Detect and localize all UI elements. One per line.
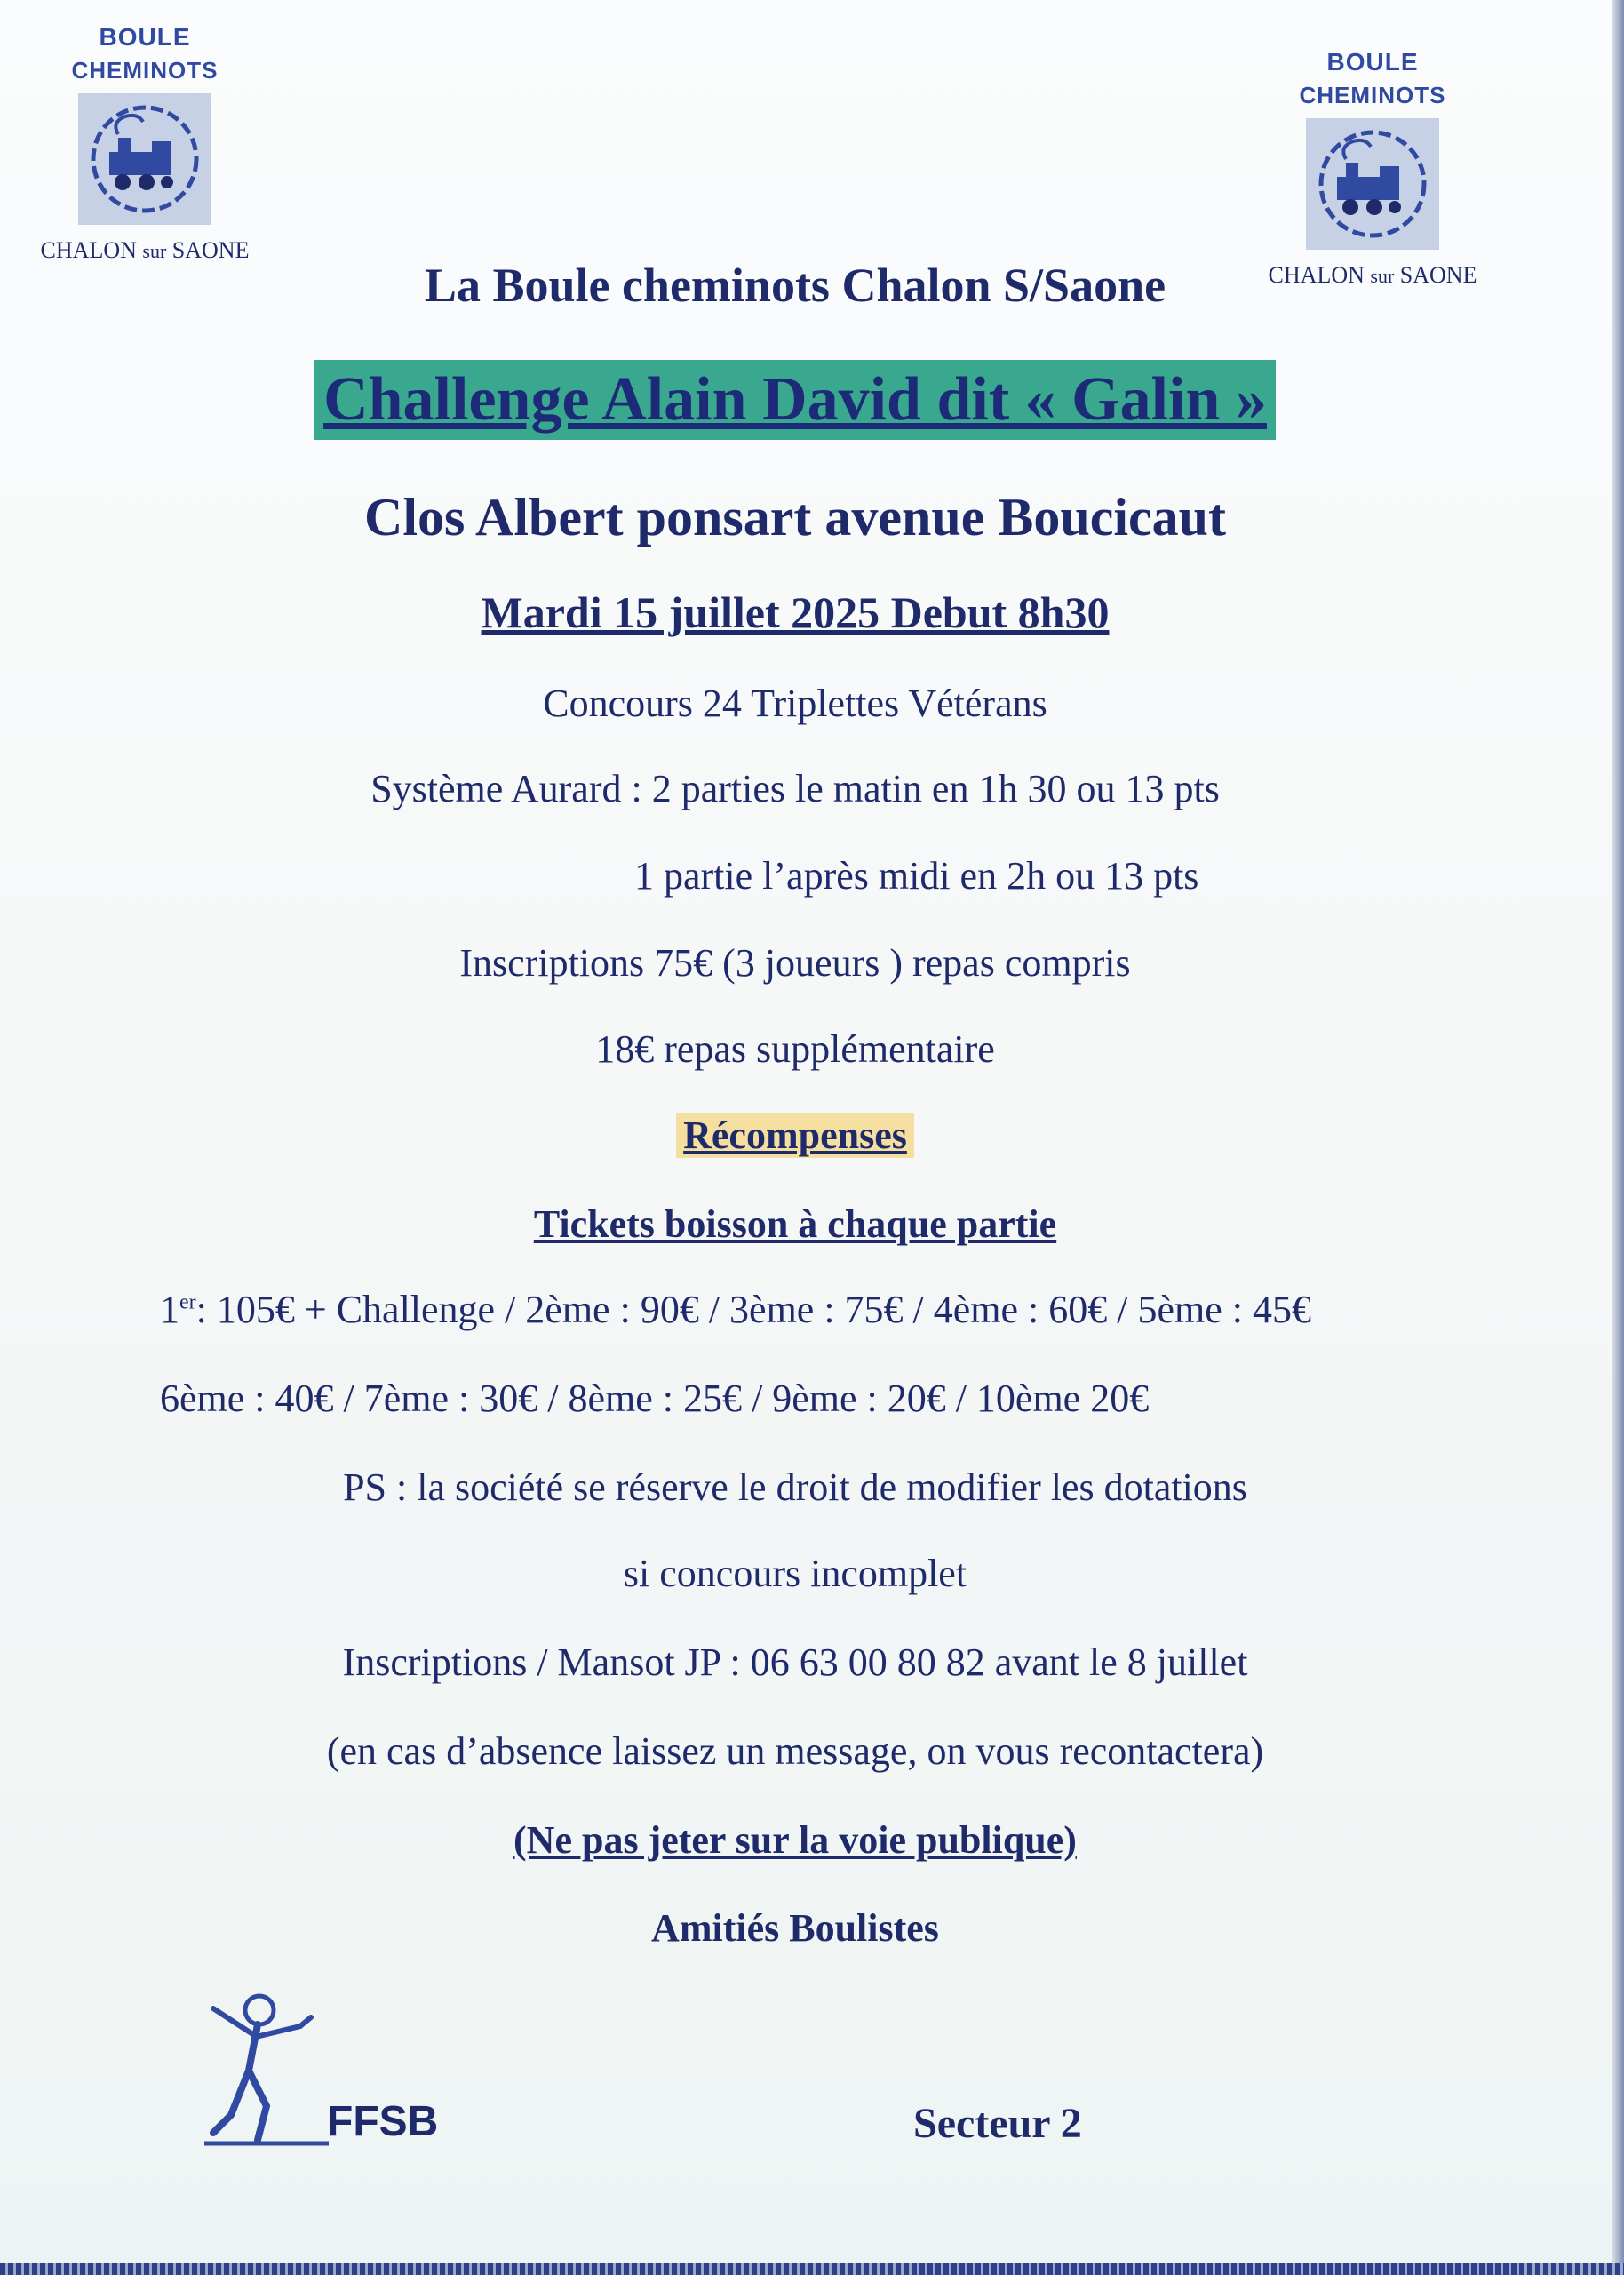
train-emblem-icon — [78, 93, 211, 225]
challenge-banner — [0, 360, 1590, 440]
repas-line: 18€ repas supplémentaire — [595, 1027, 995, 1071]
system-line-1: Système Aurard : 2 parties le matin en 1h 30 ou 13 pts — [370, 767, 1220, 810]
absence-line: (en cas d’absence laissez un message, on vous recontactera) — [326, 1729, 1264, 1773]
ps-line-1: PS : la société se réserve le droit de modifier les dotations — [343, 1465, 1247, 1509]
paper-edge-bottom — [0, 2263, 1624, 2275]
secteur-label: Secteur 2 — [913, 2100, 1082, 2147]
ps-line-2: si concours incomplet — [623, 1552, 967, 1595]
logo-text-boule: BOULE — [1326, 48, 1419, 76]
tickets-line: Tickets boisson à chaque partie — [533, 1202, 1057, 1246]
ffsb-label: FFSB — [327, 2098, 439, 2145]
greeting-line: Amitiés Boulistes — [651, 1906, 939, 1950]
prizes-line-1: 1er: 105€ + Challenge / 2ème : 90€ / 3ème : 75€ / 4ème : 60€ / 5ème : 45€ — [160, 1288, 1312, 1331]
contact-line: Inscriptions / Mansot JP : 06 63 00 80 82 avant le 8 juillet — [342, 1640, 1248, 1684]
club-logo-left — [34, 23, 256, 264]
concours-line: Concours 24 Triplettes Vétérans — [543, 682, 1047, 725]
logo-text-cheminots: CHEMINOTS — [71, 57, 219, 84]
system-line-2: 1 partie l’après midi en 2h ou 13 pts — [634, 854, 1199, 898]
challenge-title: Challenge Alain David dit « Galin » — [314, 360, 1276, 440]
logo-city: CHALON sur SAONE — [40, 237, 250, 263]
club-logo-right — [1262, 48, 1484, 289]
prizes-line-2: 6ème : 40€ / 7ème : 30€ / 8ème : 25€ / 9ème : 20€ / 10ème 20€ — [160, 1377, 1150, 1420]
rewards-heading-wrap — [0, 1113, 1590, 1158]
logo-text-cheminots: CHEMINOTS — [1299, 82, 1446, 108]
inscriptions-line: Inscriptions 75€ (3 joueurs ) repas compris — [459, 941, 1131, 985]
warning-line: (Ne pas jeter sur la voie publique) — [513, 1818, 1077, 1862]
paper-edge-right — [1612, 0, 1624, 2275]
event-location: Clos Albert ponsart avenue Boucicaut — [363, 488, 1227, 547]
event-date: Mardi 15 juillet 2025 Debut 8h30 — [481, 587, 1110, 637]
logo-city: CHALON sur SAONE — [1268, 262, 1477, 288]
club-title: La Boule cheminots Chalon S/Saone — [424, 259, 1166, 312]
train-emblem-icon — [1306, 118, 1439, 250]
boules-player-icon — [195, 1991, 329, 2151]
logo-text-boule: BOULE — [99, 23, 191, 51]
rewards-heading: Récompenses — [676, 1113, 914, 1158]
